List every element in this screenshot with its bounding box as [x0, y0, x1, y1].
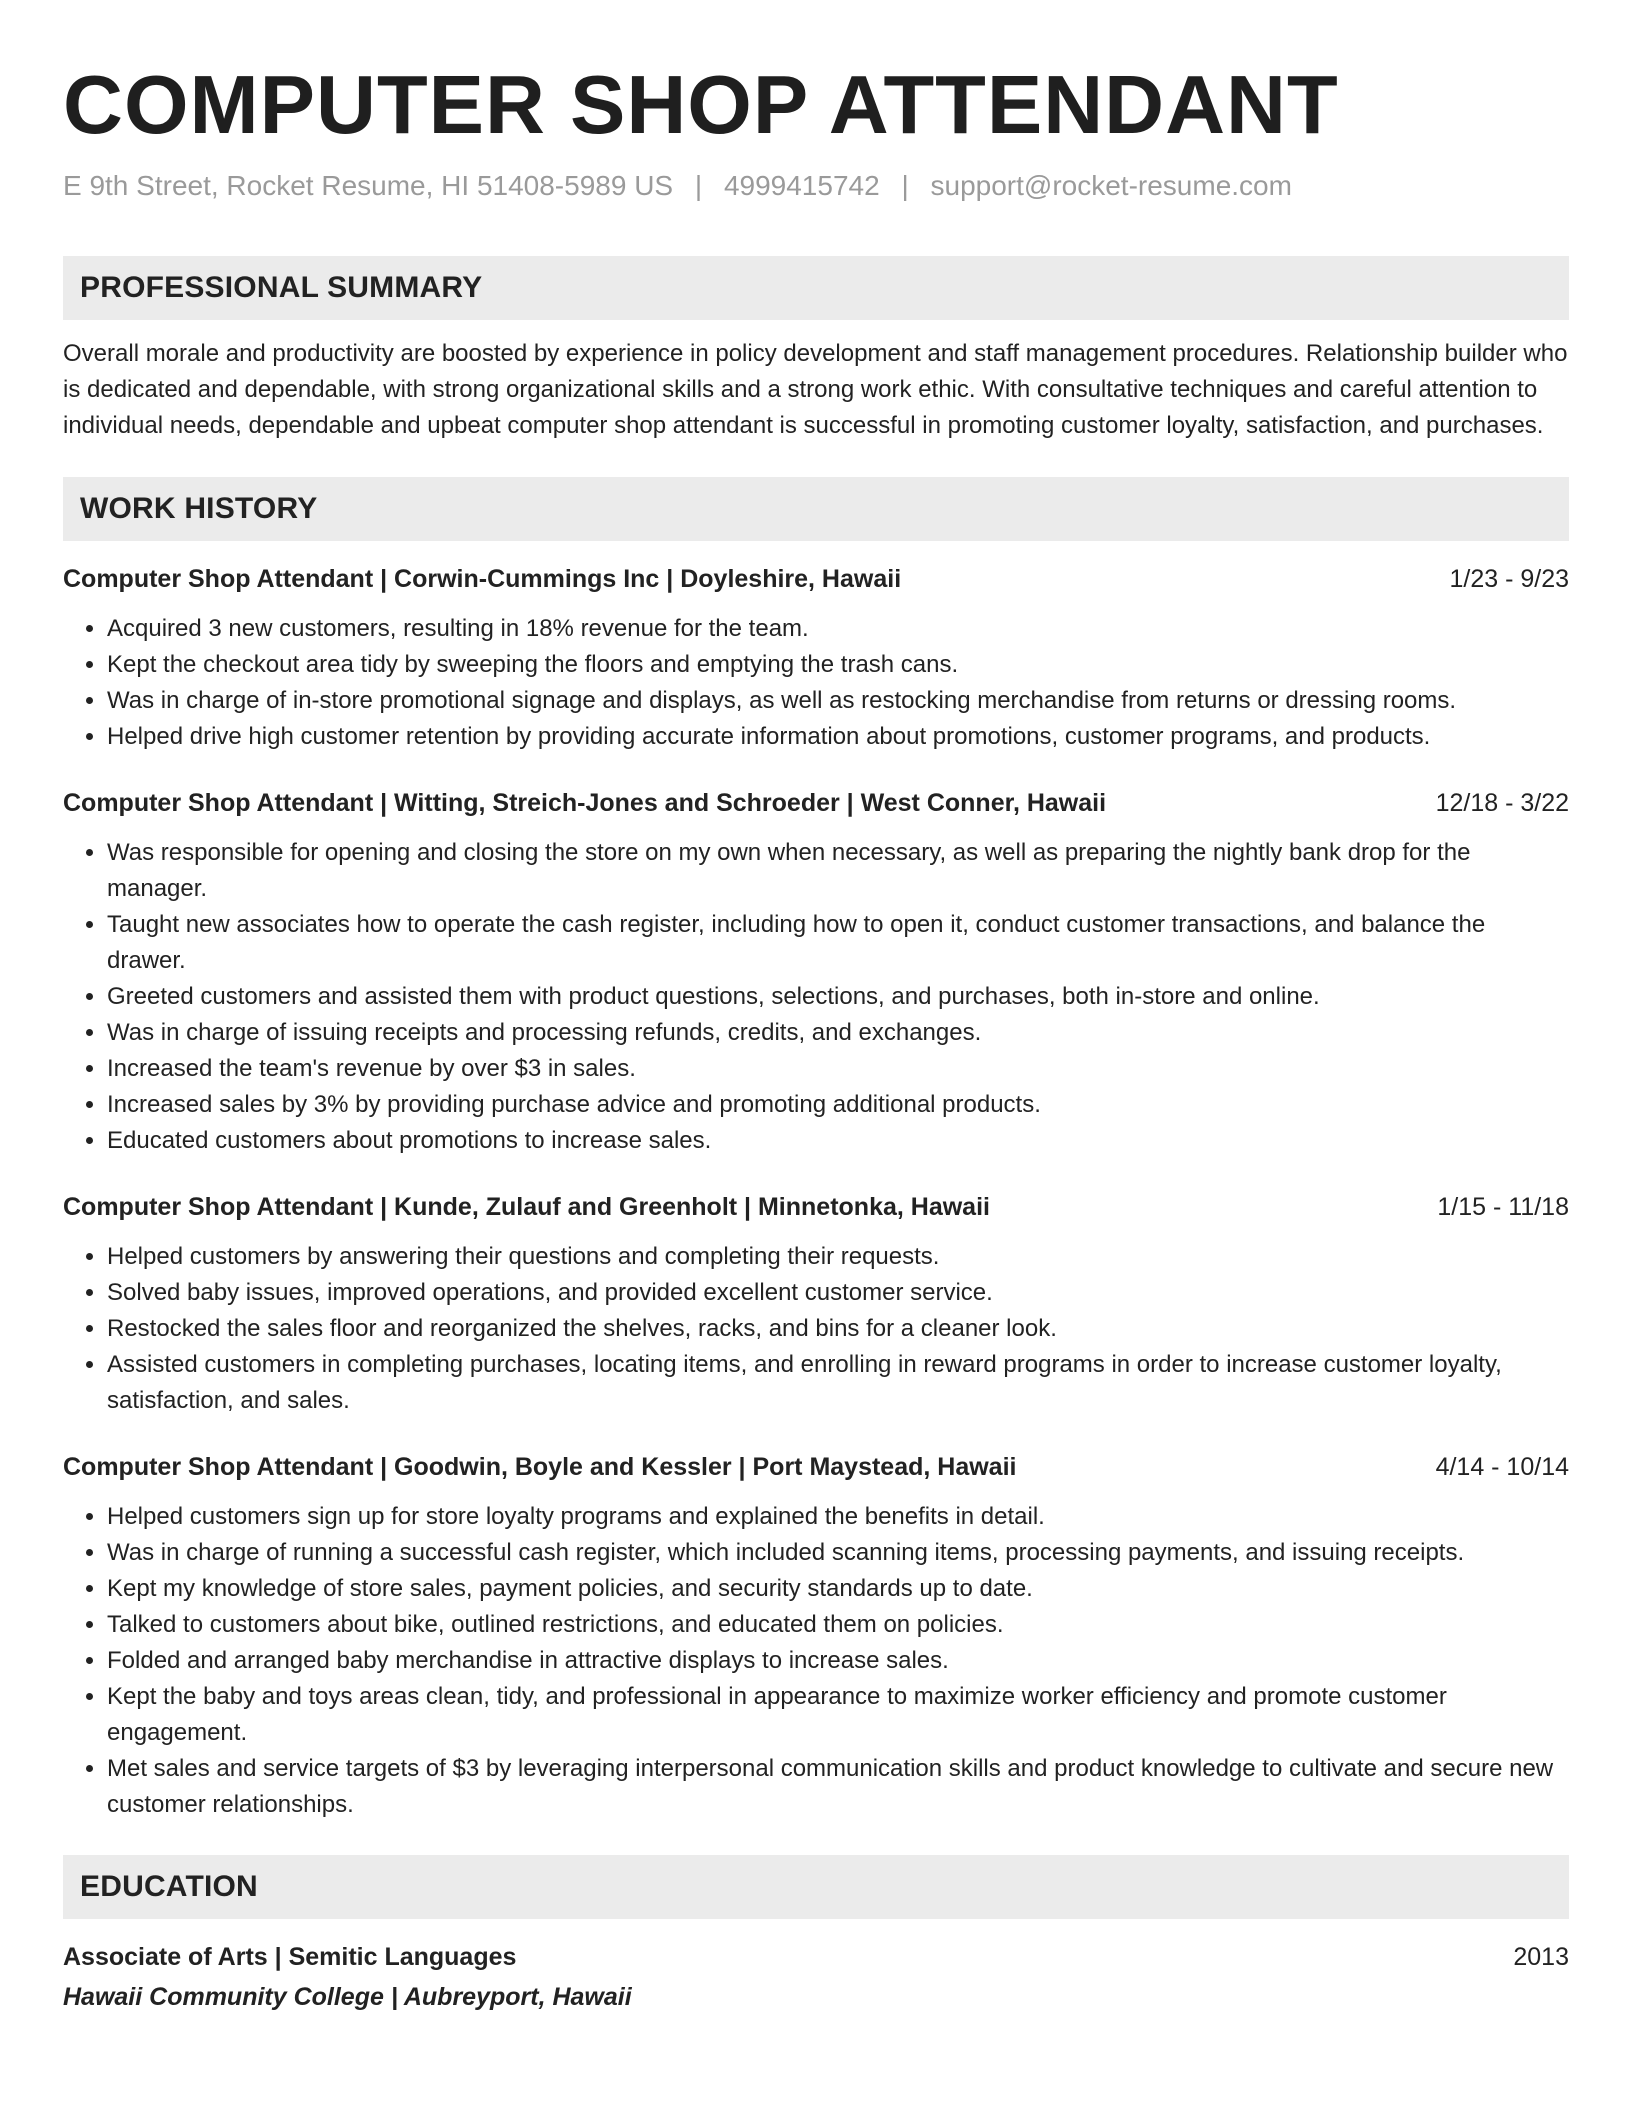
job-header [63, 1449, 1569, 1485]
summary-text: Overall morale and productivity are boosted by experience in policy development and staff management procedures. Relationship builder who is dedicated and dependable, with strong organizational skills and a strong work ethic. With consultative techniques and careful attention to individual needs, dependable and upbeat computer shop attendant is successful in promoting customer loyalty, satisfaction, and purchases. [63, 340, 1568, 439]
job-bullet: • Solved baby issues, improved operations, and provided excellent customer service. [107, 1275, 1569, 1311]
job-bullet: • Was in charge of issuing receipts and processing refunds, credits, and exchanges. [107, 1015, 1569, 1051]
education-year: 2013 [1513, 1943, 1569, 1971]
job-entry [63, 785, 1569, 1159]
job-title: Computer Shop Attendant | Kunde, Zulauf and Greenholt | Minnetonka, Hawaii [63, 1193, 990, 1221]
job-title: Computer Shop Attendant | Corwin-Cummings Inc | Doyleshire, Hawaii [63, 565, 902, 593]
job-bullet-list [63, 1499, 1569, 1823]
job-bullet: • Assisted customers in completing purchases, locating items, and enrolling in reward programs in order to increase customer loyalty, satisfaction, and sales. [107, 1347, 1569, 1419]
job-bullet-list [63, 611, 1569, 755]
job-list [63, 561, 1569, 1823]
job-title: Computer Shop Attendant | Goodwin, Boyle and Kessler | Port Maystead, Hawaii [63, 1453, 1017, 1481]
job-header [63, 561, 1569, 597]
work-history-section [63, 477, 1569, 1823]
job-bullet: • Helped customers sign up for store loyalty programs and explained the benefits in detail. [107, 1499, 1569, 1535]
job-bullet: • Was responsible for opening and closing the store on my own when necessary, as well as preparing the nightly bank drop for the manager. [107, 835, 1569, 907]
job-bullet: • Increased sales by 3% by providing purchase advice and promoting additional products. [107, 1087, 1569, 1123]
job-header [63, 1189, 1569, 1225]
education-entry [63, 1939, 1569, 2015]
job-entry [63, 1449, 1569, 1823]
job-bullet: • Kept my knowledge of store sales, payment policies, and security standards up to date. [107, 1571, 1569, 1607]
job-bullet: • Taught new associates how to operate the cash register, including how to open it, conduct customer transactions, and balance the drawer. [107, 907, 1569, 979]
section-heading-work: WORK HISTORY [63, 477, 1569, 541]
job-dates: 1/15 - 11/18 [1437, 1193, 1569, 1221]
education-header [63, 1939, 1569, 1975]
job-dates: 4/14 - 10/14 [1435, 1453, 1569, 1481]
job-bullet: • Was in charge of in-store promotional signage and displays, as well as restocking merchandise from returns or dressing rooms. [107, 683, 1569, 719]
job-bullet: • Met sales and service targets of $3 by leveraging interpersonal communication skills and product knowledge to cultivate and secure new customer relationships. [107, 1751, 1569, 1823]
job-dates: 12/18 - 3/22 [1435, 789, 1569, 817]
job-bullet: • Kept the baby and toys areas clean, tidy, and professional in appearance to maximize worker efficiency and promote customer engagement. [107, 1679, 1569, 1751]
resume-header [63, 58, 1569, 204]
job-header [63, 785, 1569, 821]
job-bullet: • Greeted customers and assisted them with product questions, selections, and purchases, both in-store and online. [107, 979, 1569, 1015]
job-bullet: • Folded and arranged baby merchandise in attractive displays to increase sales. [107, 1643, 1569, 1679]
job-bullet: • Restocked the sales floor and reorganized the shelves, racks, and bins for a cleaner look. [107, 1311, 1569, 1347]
job-bullet: • Kept the checkout area tidy by sweeping the floors and emptying the trash cans. [107, 647, 1569, 683]
job-entry [63, 1189, 1569, 1419]
job-bullet: • Talked to customers about bike, outlined restrictions, and educated them on policies. [107, 1607, 1569, 1643]
job-bullet-list [63, 1239, 1569, 1419]
job-bullet: • Acquired 3 new customers, resulting in 18% revenue for the team. [107, 611, 1569, 647]
job-title: Computer Shop Attendant | Witting, Streich-Jones and Schroeder | West Conner, Hawaii [63, 789, 1107, 817]
professional-summary-section [63, 256, 1569, 444]
job-bullet: • Helped drive high customer retention by providing accurate information about promotions, customer programs, and products. [107, 719, 1569, 755]
education-degree: Associate of Arts | Semitic Languages [63, 1943, 517, 1971]
job-bullet: • Increased the team's revenue by over $3 in sales. [107, 1051, 1569, 1087]
education-school: Hawaii Community College | Aubreyport, Hawaii [63, 1983, 632, 2011]
job-dates: 1/23 - 9/23 [1449, 565, 1569, 593]
job-bullet-list [63, 835, 1569, 1159]
candidate-name: COMPUTER SHOP ATTENDANT [63, 58, 1339, 151]
contact-email: support@rocket-resume.com [930, 170, 1292, 201]
section-heading-summary: PROFESSIONAL SUMMARY [63, 256, 1569, 320]
contact-phone: 4999415742 [723, 170, 880, 201]
job-bullet: • Was in charge of running a successful cash register, which included scanning items, processing payments, and issuing receipts. [107, 1535, 1569, 1571]
contact-address: E 9th Street, Rocket Resume, HI 51408-5989 US [63, 170, 674, 201]
job-bullet: • Educated customers about promotions to increase sales. [107, 1123, 1569, 1159]
contact-separator: | [694, 170, 703, 201]
education-section [63, 1855, 1569, 2015]
job-entry [63, 561, 1569, 755]
job-bullet: • Helped customers by answering their questions and completing their requests. [107, 1239, 1569, 1275]
section-heading-education: EDUCATION [63, 1855, 1569, 1919]
contact-line [63, 168, 1569, 204]
contact-separator: | [901, 170, 909, 201]
